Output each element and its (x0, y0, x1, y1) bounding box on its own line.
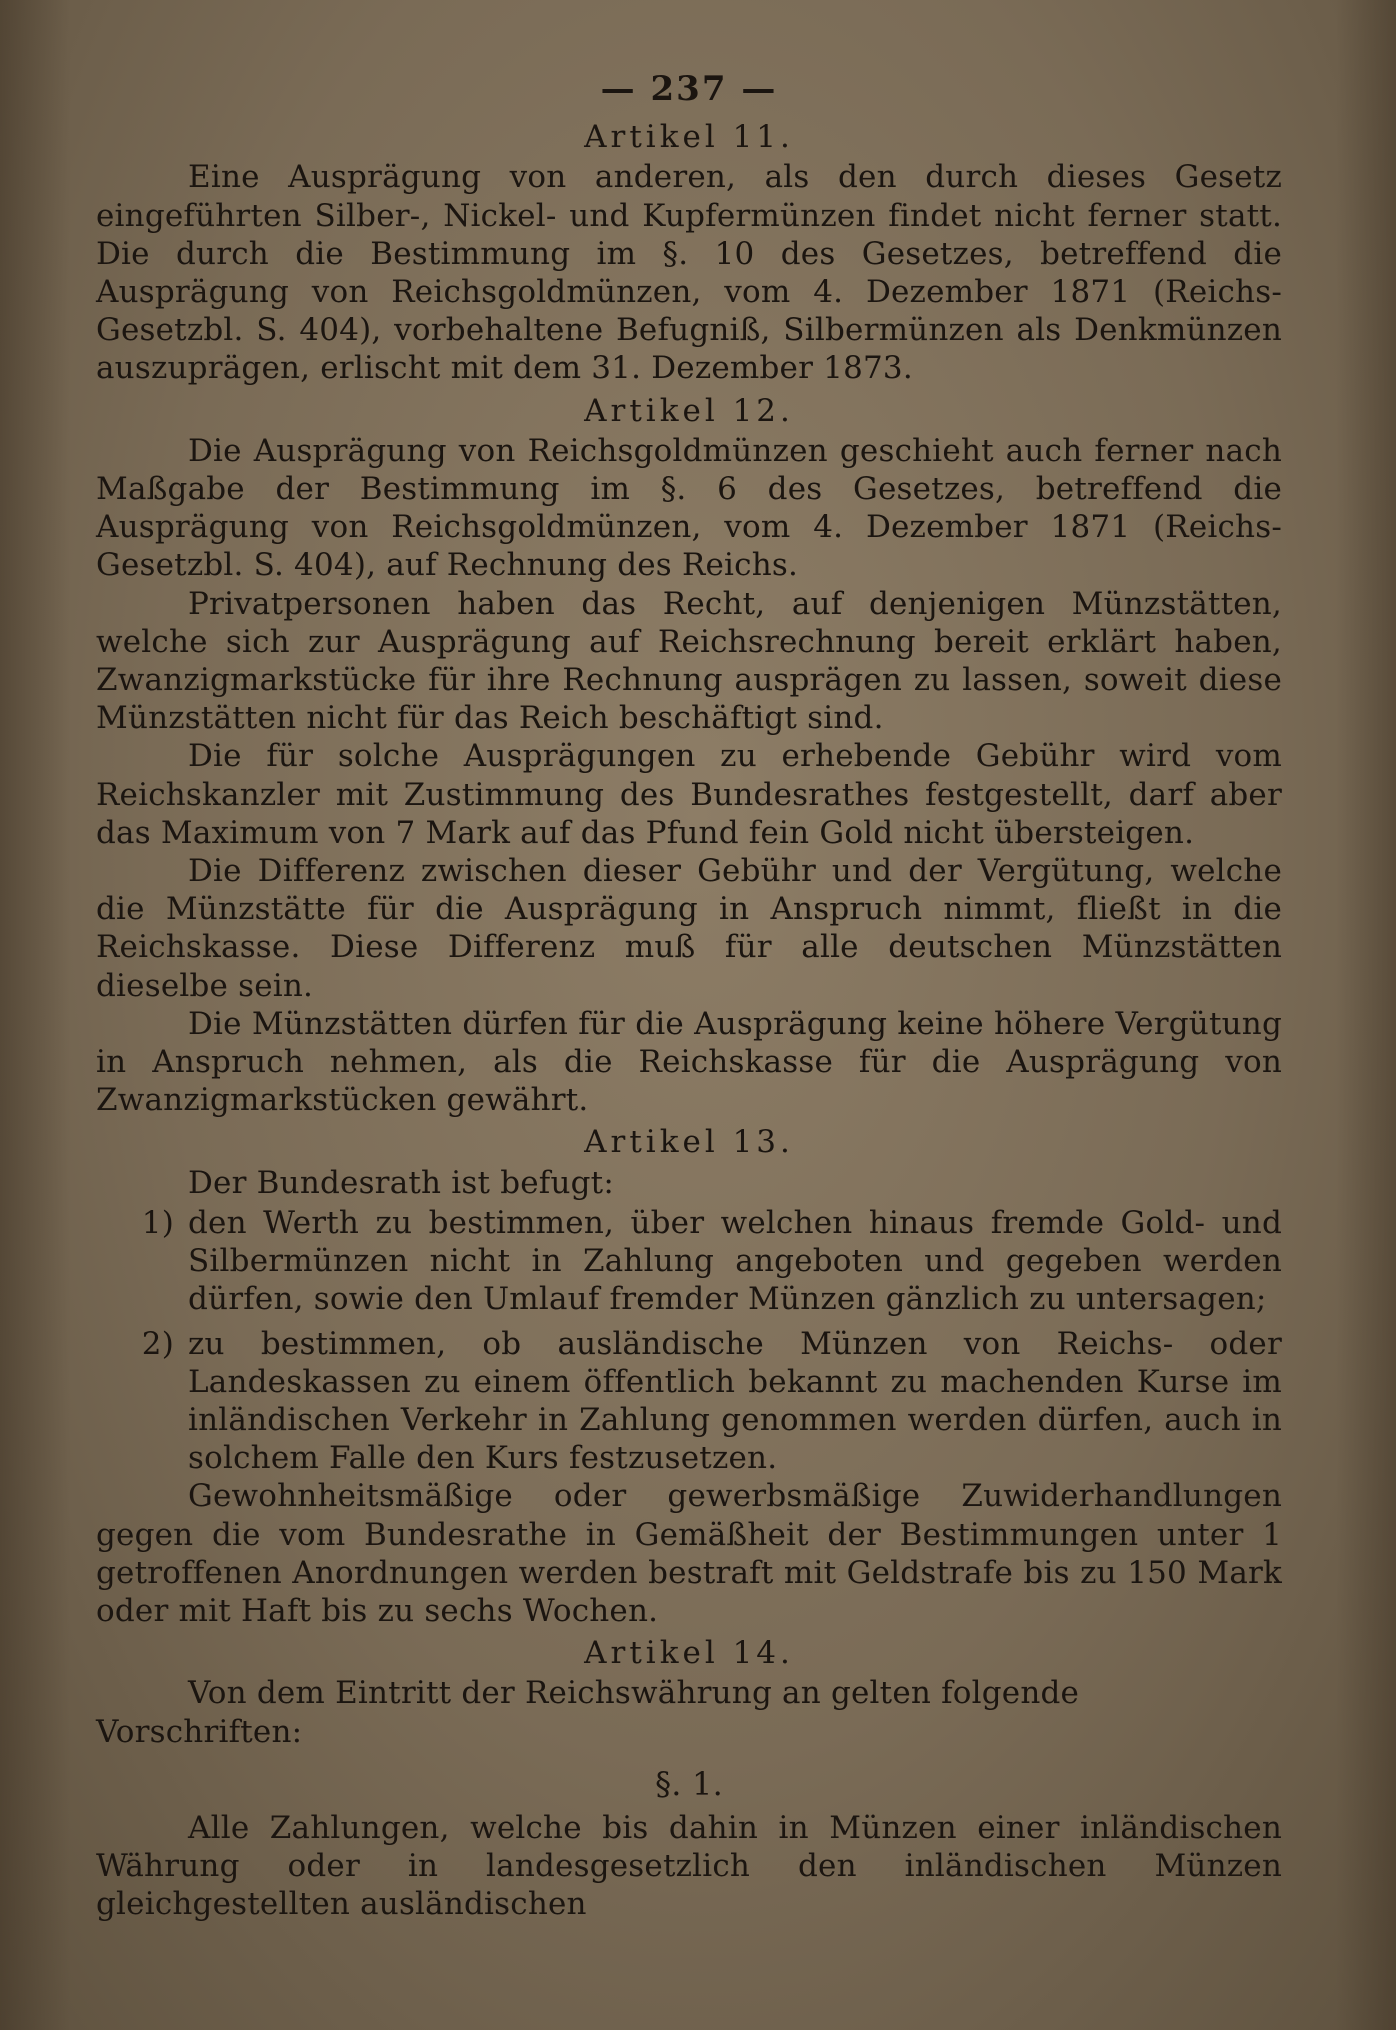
page-text (96, 70, 1282, 1924)
article-12-paragraph-1: Die Ausprägung von Reichsgoldmünzen geschieht auch ferner nach Maßgabe der Bestimmung im §. 6 des Gesetzes, betreffend die Ausprägung von Reichsgoldmünzen, vom 4. Dezember 1871 (Reichs-Gesetzbl. S. 404), auf Rechnung des Reichs. (96, 432, 1282, 584)
section-1-paragraph: Alle Zahlungen, welche bis dahin in Münzen einer inländischen Währung oder in landesgesetzlich den inländischen Münzen gleichgestellten ausländischen (96, 1809, 1282, 1923)
article-13-penalty-paragraph: Gewohnheitsmäßige oder gewerbsmäßige Zuwiderhandlungen gegen die vom Bundesrathe in Gemäßheit der Bestimmungen unter 1 getroffenen Anordnungen werden bestraft mit Geldstrafe bis zu 150 Mark oder mit Haft bis zu sechs Wochen. (96, 1478, 1282, 1629)
article-12-paragraph-2: Privatpersonen haben das Recht, auf denjenigen Münzstätten, welche sich zur Ausprägung auf Reichsrechnung bereit erklärt haben, Zwanzigmarkstücke für ihre Rechnung ausprägen zu lassen, soweit diese Münzstätten nicht für das Reich beschäftigt sind. (96, 585, 1282, 737)
article-13-item-1 (96, 1204, 1282, 1319)
section-1-heading: §. 1. (655, 1764, 723, 1803)
page-edge-shadow-left (0, 0, 70, 2030)
article-11-heading: Artikel 11. (584, 119, 794, 156)
item-number: 2) (141, 1325, 174, 1362)
article-13-lead: Der Bundesrath ist befugt: (188, 1164, 614, 1201)
article-12-heading: Artikel 12. (584, 392, 794, 429)
article-11-paragraph: Eine Ausprägung von anderen, als den durch dieses Gesetz eingeführten Silber-, Nickel- und Kupfermünzen findet nicht ferner statt. Die durch die Bestimmung im §. 10 des Gesetzes, betreffend die Ausprägung von Reichsgoldmünzen, vom 4. Dezember 1871 (Reichs-Gesetzbl. S. 404), vorbehaltene Befugniß, Silbermünzen als Denkmünzen auszuprägen, erlischt mit dem 31. Dezember 1873. (96, 159, 1282, 387)
item-text: zu bestimmen, ob ausländische Münzen von Reichs- oder Landeskassen zu einem öffentlich bekannt zu machenden Kurse im inländischen Verkehr in Zahlung genommen werden dürfen, auch in solchem Falle den Kurs festzusetzen. (188, 1325, 1282, 1477)
article-13-heading: Artikel 13. (584, 1124, 794, 1161)
article-14-heading: Artikel 14. (584, 1635, 794, 1672)
article-12-paragraph-3: Die für solche Ausprägungen zu erhebende Gebühr wird vom Reichskanzler mit Zustimmung des Bundesrathes festgestellt, darf aber das Maximum von 7 Mark auf das Pfund fein Gold nicht übersteigen. (96, 738, 1282, 851)
page-edge-shadow-right (1336, 0, 1396, 2030)
item-text: den Werth zu bestimmen, über welchen hinaus fremde Gold- und Silbermünzen nicht in Zahlung angeboten und gegeben werden dürfen, sowie den Umlauf fremder Münzen gänzlich zu untersagen; (188, 1204, 1282, 1318)
article-13-item-2 (96, 1325, 1282, 1478)
page-number: — 237 — (600, 69, 778, 109)
article-12-paragraph-5: Die Münzstätten dürfen für die Ausprägung keine höhere Vergütung in Anspruch nehmen, als die Reichskasse für die Ausprägung von Zwanzigmarkstücken gewährt. (96, 1005, 1282, 1119)
item-number: 1) (141, 1204, 174, 1241)
article-14-lead: Von dem Eintritt der Reichswährung an gelten folgende Vorschriften: (96, 1675, 1080, 1750)
article-12-paragraph-4: Die Differenz zwischen dieser Gebühr und der Vergütung, welche die Münzstätte für die Ausprägung in Anspruch nimmt, fließt in die Reichskasse. Diese Differenz muß für alle deutschen Münzstätten dieselbe sein. (96, 853, 1282, 1004)
